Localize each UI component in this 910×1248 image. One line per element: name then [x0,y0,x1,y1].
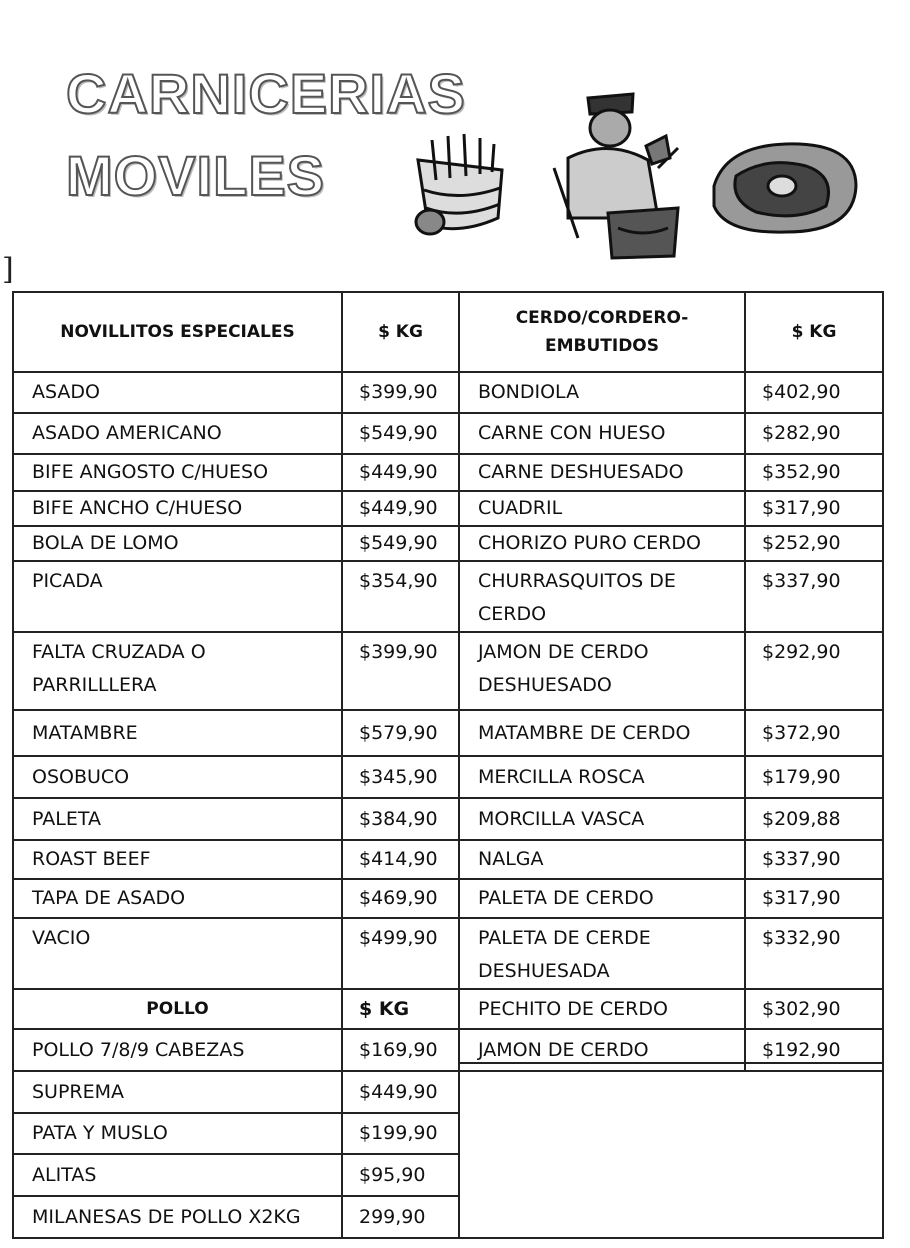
table-header-row [13,292,883,372]
item-name: BIFE ANGOSTO C/HUESO [13,454,342,491]
item-name: TAPA DE ASADO [13,879,342,918]
table-row [13,526,883,561]
ribs-meat-icon [410,130,515,240]
col-header-price-1: $ KG [342,292,459,372]
item-name: POLLO 7/8/9 CABEZAS [13,1029,342,1071]
item-name: BONDIOLA [459,372,745,413]
item-name: PALETA DE CERDE DESHUESADA [459,918,745,989]
item-price: $199,90 [342,1113,459,1154]
item-name: MATAMBRE [13,710,342,756]
item-name: BOLA DE LOMO [13,526,342,561]
item-price: 299,90 [342,1196,459,1238]
item-name: JAMON DE CERDO DESHUESADO [459,632,745,710]
item-name: ASADO [13,372,342,413]
item-name: CHORIZO PURO CERDO [459,526,745,561]
item-name: ASADO AMERICANO [13,413,342,454]
item-name: MATAMBRE DE CERDO [459,710,745,756]
table-row [13,879,883,918]
table-row [13,632,883,710]
table-row [13,372,883,413]
table-row [13,918,883,989]
item-price: $345,90 [342,756,459,798]
item-price: $252,90 [745,526,883,561]
item-price: $352,90 [745,454,883,491]
item-name: PALETA [13,798,342,840]
table-row [13,840,883,879]
item-price: $449,90 [342,454,459,491]
item-price: $372,90 [745,710,883,756]
item-price: $95,90 [342,1154,459,1196]
table-row [13,1029,883,1071]
item-price: $549,90 [342,526,459,561]
butcher-icon [548,88,688,268]
item-price: $209,88 [745,798,883,840]
title-line-2: MOVILES [66,144,326,207]
item-name: PECHITO DE CERDO [459,989,745,1029]
item-name: CUADRIL [459,491,745,526]
item-name: FALTA CRUZADA O PARRILLLERA [13,632,342,710]
item-name: MILANESAS DE POLLO X2KG [13,1196,342,1238]
price-table [12,291,884,1239]
table-row [13,710,883,756]
steak-icon [706,136,864,240]
item-name: CARNE CON HUESO [459,413,745,454]
item-name: PICADA [13,561,342,632]
table-row [13,1071,883,1113]
table-row [13,491,883,526]
item-price: $469,90 [342,879,459,918]
col-header-novillitos: NOVILLITOS ESPECIALES [13,292,342,372]
item-name: MERCILLA ROSCA [459,756,745,798]
table-row [13,798,883,840]
item-price: $292,90 [745,632,883,710]
item-name: PATA Y MUSLO [13,1113,342,1154]
item-name: BIFE ANCHO C/HUESO [13,491,342,526]
item-name: SUPREMA [13,1071,342,1113]
stray-bracket-mark: ] [2,252,14,287]
empty-cell [459,1071,883,1238]
table-divider [458,1062,883,1064]
item-price: $449,90 [342,491,459,526]
item-price: $332,90 [745,918,883,989]
table-row [13,756,883,798]
table-row [13,413,883,454]
item-name: CHURRASQUITOS DE CERDO [459,561,745,632]
item-name: OSOBUCO [13,756,342,798]
item-price: $169,90 [342,1029,459,1071]
item-name: NALGA [459,840,745,879]
item-price: $384,90 [342,798,459,840]
title-line-1: CARNICERIAS [66,62,466,125]
item-name: PALETA DE CERDO [459,879,745,918]
section-header-pollo-price: $ KG [342,989,459,1029]
item-name: JAMON DE CERDO [459,1029,745,1071]
item-price: $399,90 [342,632,459,710]
item-name: ROAST BEEF [13,840,342,879]
item-price: $317,90 [745,879,883,918]
col-header-cerdo: CERDO/CORDERO-EMBUTIDOS [459,292,745,372]
item-name: VACIO [13,918,342,989]
table-row [13,989,883,1029]
item-price: $337,90 [745,840,883,879]
item-price: $179,90 [745,756,883,798]
item-price: $414,90 [342,840,459,879]
item-price: $317,90 [745,491,883,526]
item-price: $549,90 [342,413,459,454]
item-name: ALITAS [13,1154,342,1196]
table-row [13,454,883,491]
item-price: $354,90 [342,561,459,632]
section-header-pollo: POLLO [13,989,342,1029]
item-name: CARNE DESHUESADO [459,454,745,491]
item-price: $499,90 [342,918,459,989]
item-price: $282,90 [745,413,883,454]
item-name: MORCILLA VASCA [459,798,745,840]
col-header-price-2: $ KG [745,292,883,372]
item-price: $402,90 [745,372,883,413]
item-price: $579,90 [342,710,459,756]
item-price: $449,90 [342,1071,459,1113]
item-price: $399,90 [342,372,459,413]
item-price: $337,90 [745,561,883,632]
item-price: $302,90 [745,989,883,1029]
table-row [13,561,883,632]
item-price: $192,90 [745,1029,883,1071]
